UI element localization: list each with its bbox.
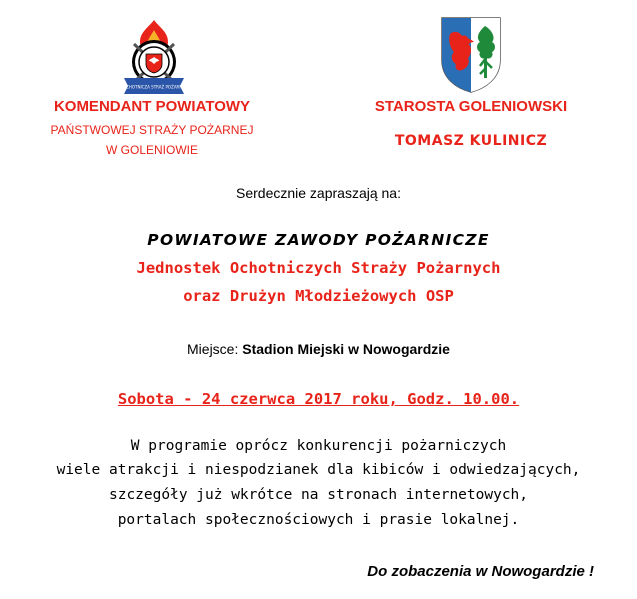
- program-line: wiele atrakcji i niespodzianek dla kibiców i odwiedzających,: [56, 462, 581, 478]
- program-line: W programie oprócz konkurencji pożarniczych: [130, 438, 507, 454]
- right-header-name: TOMASZ KULINICZ: [394, 133, 548, 149]
- left-header-line2: W GOLENIOWIE: [105, 143, 198, 157]
- place-line: [0, 341, 637, 357]
- right-header-title: STAROSTA GOLENIOWSKI: [374, 98, 568, 115]
- svg-text:OCHOTNICZA STRAŻ POŻARNA: OCHOTNICZA STRAŻ POŻARNA: [122, 84, 186, 90]
- place-value: Stadion Miejski w Nowogardzie: [242, 341, 450, 357]
- program-line: portalach społecznościowych i prasie lokalnej.: [117, 512, 520, 528]
- event-date: Sobota - 24 czerwca 2017 roku, Godz. 10.00.: [117, 390, 520, 408]
- left-header-title: KOMENDANT POWIATOWY: [53, 98, 251, 115]
- fire-brigade-emblem-icon: [118, 18, 190, 98]
- event-subtitle-line2: Jednostek Ochotniczych Straży Pożarnych: [136, 259, 501, 277]
- left-header-line1: PAŃSTWOWEJ STRAŻY POŻARNEJ: [50, 123, 254, 137]
- closing-text: Do zobaczenia w Nowogardzie !: [367, 563, 594, 580]
- place-label: Miejsce:: [187, 341, 239, 357]
- invitation-text: Serdecznie zapraszają na:: [236, 185, 401, 201]
- event-title: POWIATOWE ZAWODY POŻARNICZE: [147, 231, 490, 249]
- program-line: szczegóły już wkrótce na stronach internetowych,: [108, 487, 529, 503]
- event-subtitle-line3: oraz Drużyn Młodzieżowych OSP: [183, 287, 454, 305]
- goleniow-county-coat-of-arms-icon: [440, 16, 502, 94]
